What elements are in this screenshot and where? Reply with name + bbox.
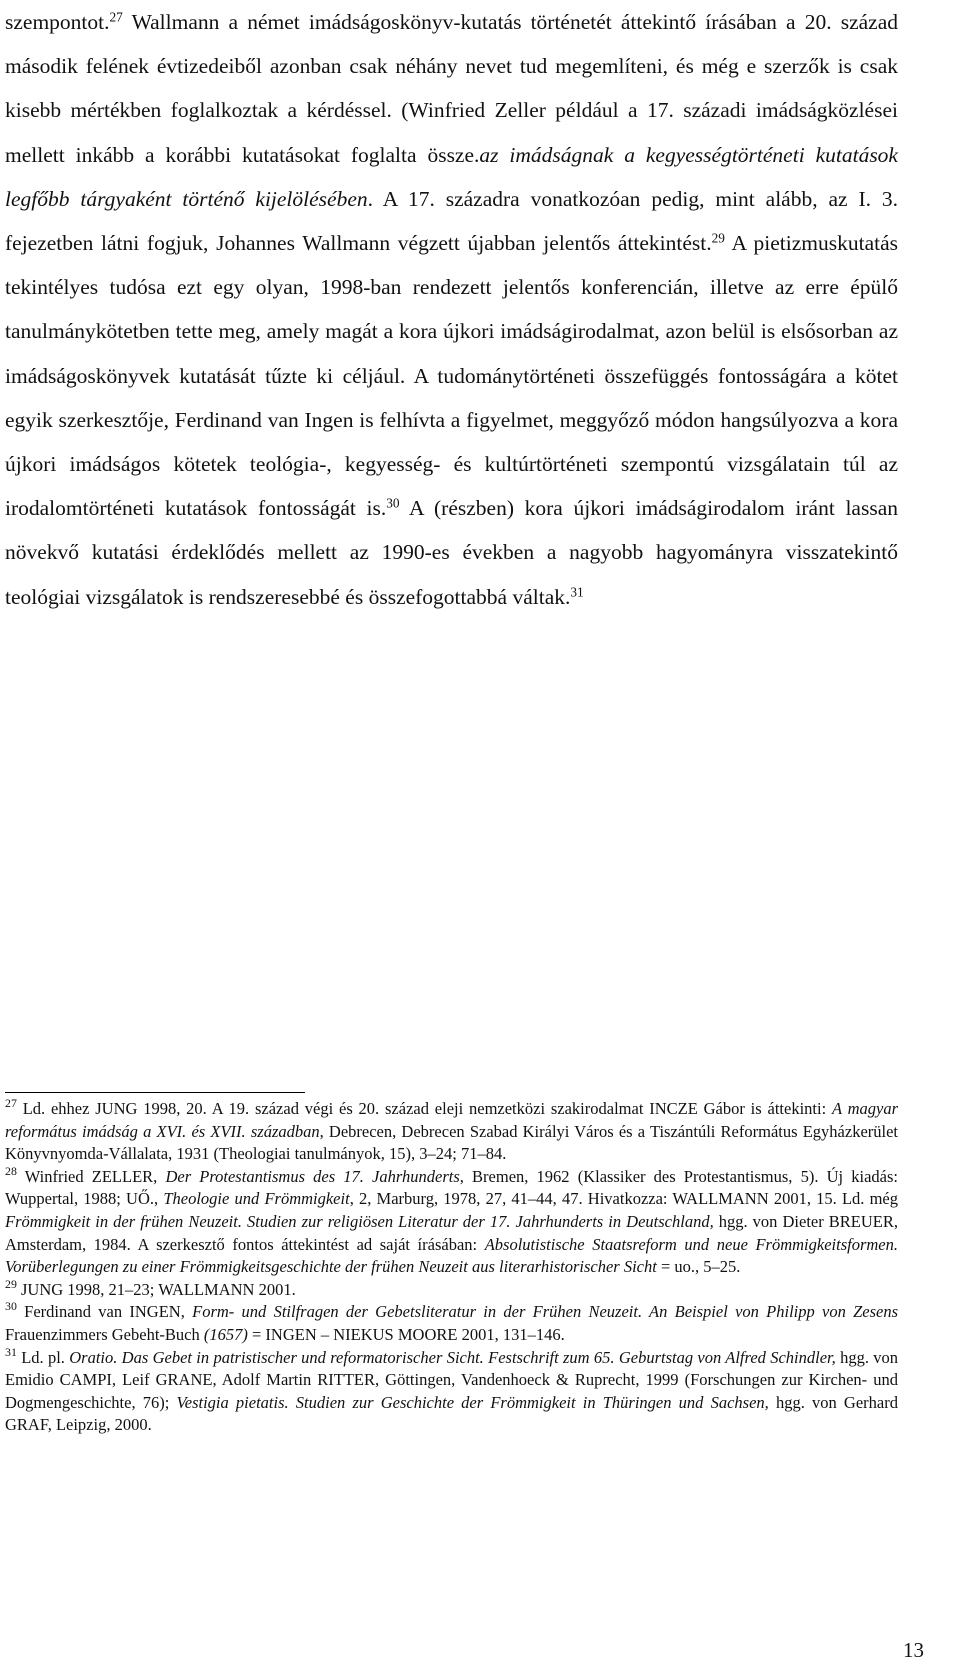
footnote-28 [5, 1163, 898, 1279]
footnote-ref-31[interactable]: 31 [570, 584, 584, 600]
text-run: . A 17. századra vonatkozóan pedig, mint alább, az I. 3. fejezetben látni fogjuk, Johannes Wallmann végzett újabban jelentős áttekintést. [5, 186, 898, 256]
body-text [5, 0, 898, 619]
footnote-text: , 2, Marburg, 1978, 27, 41–44, 47. Hivatkozza: WALLMANN 2001, 15. Ld. még [349, 1189, 898, 1209]
footnote-text: Winfried ZELLER, [16, 1166, 166, 1186]
footnote-text: hgg. von Gerhard GRAF, Leipzig, 2000. [5, 1392, 898, 1435]
text-run: Wallmann a német imádságoskönyv-kutatás történetét áttekintő írásában a 20. század második felének évtizedeiből azonban csak néhány nevet tud megemlíteni, és még e szerzők is csak kisebb mértékben foglalkoztak a kérdéssel. (Winfried Zeller például a 17. századi imádságközlései mellett inkább a korábbi kutatásokat foglalta össze. [5, 10, 898, 167]
footnote-29 [5, 1276, 898, 1302]
footnote-ref-27[interactable]: 27 [109, 9, 123, 25]
footnote-text: JUNG 1998, 21–23; WALLMANN 2001. [16, 1279, 296, 1299]
footnote-italic: Absolutistische Staatsreform und neue Frömmigkeitsformen. Vorüberlegungen zu einer Frömmigkeitsgeschichte der frühen Neuzeit aus literarhistorischer Sicht [5, 1234, 898, 1277]
footnote-text: Ld. ehhez JUNG 1998, 20. A 19. század végi és 20. század eleji nemzetközi szakirodalmat INCZE Gábor is áttekinti: [16, 1099, 832, 1118]
footnote-text: , Bremen, 1962 (Klassiker des Protestantismus, 5). Új kiadás: Wuppertal, 1988; UŐ., [5, 1166, 898, 1209]
footnote-number: 30 [5, 1299, 17, 1314]
footnote-italic: Der Protestantismus des 17. Jahrhunderts [165, 1166, 460, 1186]
footnote-italic: Frömmigkeit in der frühen Neuzeit. Studien zur religiösen Literatur der 17. Jahrhunderts in Deutschland, [5, 1211, 714, 1231]
text-run: A (részben) kora újkori imádságirodalom iránt lassan növekvő kutatási érdeklődés mellett az 1990-es években a nagyobb hagyományra visszatekintő teológiai vizsgálatok is rendszeresebbé és összefogottabbá váltak. [5, 496, 898, 609]
footnote-text: Ld. pl. [16, 1347, 70, 1367]
footnote-text: = uo., 5–25. [656, 1257, 741, 1277]
footnote-italic: Theologie und Frömmigkeit [163, 1189, 350, 1209]
text-run: szempontot. [5, 10, 110, 34]
text-run: A pietizmuskutatás tekintélyes tudósa ezt egy olyan, 1998-ban rendezett jelentős konferencián, illetve az erre épülő tanulmánykötetben tette meg, amely magát a kora újkori imádságirodalmat, azon belül is elsősorban az imádságoskönyvek kutatását tűzte ki céljául. A tudománytörténeti összefüggés fontosságára a kötet egyik szerkesztője, Ferdinand van Ingen is felhívta a figyelmet, meggyőző módon hangsúlyozva a kora újkori imádságos kötetek teológia-, kegyesség- és kultúrtörténeti szempontú vizsgálatain túl az irodalomtörténeti kutatások fontosságát is. [5, 231, 898, 521]
footnote-italic: (1657) [203, 1324, 248, 1344]
footnote-30 [5, 1301, 898, 1346]
footnote-number: 29 [5, 1276, 17, 1291]
main-paragraph [5, 0, 898, 619]
footnote-number: 31 [5, 1344, 17, 1359]
footnote-number: 28 [5, 1163, 17, 1178]
footnote-italic: A magyar református imádság a XVI. és XVII. században [5, 1099, 898, 1141]
footnote-separator [5, 1092, 305, 1093]
footnote-number: 27 [5, 1095, 17, 1110]
footnote-27 [5, 1095, 899, 1166]
page-number: 13 [903, 1638, 924, 1662]
footnote-text: hgg. von Emidio CAMPI, Leif GRANE, Adolf Martin RITTER, Göttingen, Vandenhoeck & Ruprecht, 1999 (Forschungen zur Kirchen- und Dogmengeschichte, 76); [5, 1347, 899, 1412]
footnote-text: hgg. von Dieter BREUER, Amsterdam, 1984. A szerkesztő fontos áttekintést ad saját írásában: [5, 1211, 898, 1254]
footnote-ref-29[interactable]: 29 [711, 230, 725, 246]
footnote-text: Ferdinand van INGEN, [16, 1302, 193, 1322]
footnote-italic: Oratio. Das Gebet in patristischer und reformatorischer Sicht. Festschrift zum 65. Geburtstag von Alfred Schindler, [69, 1347, 836, 1367]
footnotes [5, 1095, 899, 1437]
italic-run: az imádságnak a kegyességtörténeti kutatások legfőbb tárgyaként történő kijelölésében [5, 142, 898, 211]
footnote-italic: Vestigia pietatis. Studien zur Geschichte der Frömmigkeit in Thüringen und Sachsen, [176, 1392, 769, 1412]
footnote-italic: Form- und Stilfragen der Gebetsliteratur in der Frühen Neuzeit. An Beispiel von Philipp von Zesens [192, 1302, 899, 1322]
footnote-31 [5, 1344, 899, 1437]
footnote-text: Frauenzimmers Gebeht-Buch [5, 1324, 204, 1344]
footnote-text: , Debrecen, Debrecen Szabad Királyi Város és a Tiszántúli Református Egyházkerület Könyvnyomda-Vállalata, 1931 (Theologiai tanulmányok, 15), 3–24; 71–84. [5, 1121, 899, 1164]
footnote-text: = INGEN – NIEKUS MOORE 2001, 131–146. [247, 1324, 565, 1344]
footnote-ref-30[interactable]: 30 [386, 495, 400, 511]
